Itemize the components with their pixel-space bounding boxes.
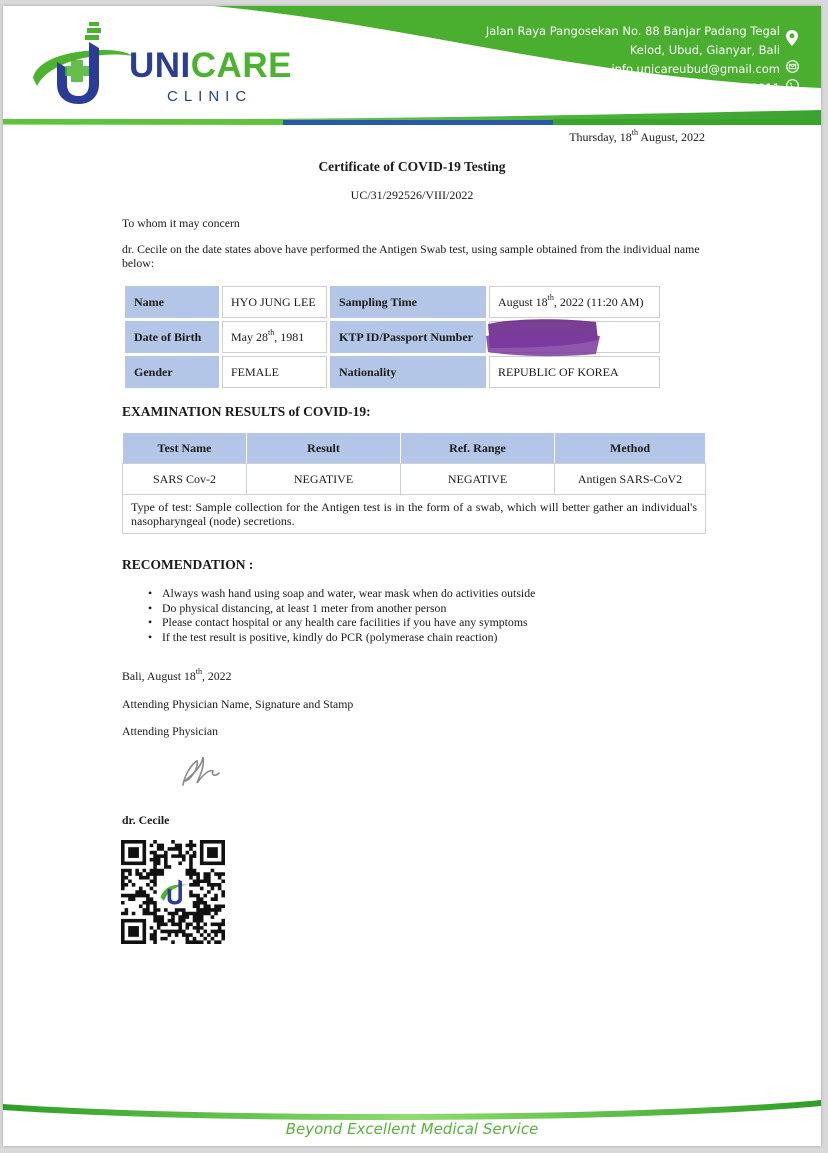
place-rest: , 2022 [201,669,232,683]
list-item: • If the test result is positive, kindly do PCR (polymerase chain reaction) [148,630,535,645]
sampling-rest: , 2022 (11:20 AM) [553,294,644,309]
recommendation-heading: RECOMENDATION : [122,557,254,572]
patient-gender: FEMALE [222,356,327,388]
place-sup: th [195,667,202,677]
signature-caption: Attending Physician Name, Signature and Stamp [122,697,354,711]
cell-ref-range: NEGATIVE [401,464,555,495]
attending-physician-label: Attending Physician [122,724,219,738]
clinic-name-uni: UNI [129,46,191,85]
certificate-title: Certificate of COVID-19 Testing [318,159,506,174]
intro-paragraph: dr. Cecile on the date states above have performed the Antigen Swab test, using sample obtained from the individual name below: [122,242,700,270]
footer-tagline: Beyond Excellent Medical Service [285,1120,539,1138]
certificate-page [3,6,821,1146]
verification-qr-code[interactable] [121,840,225,944]
salutation: To whom it may concern [122,216,240,230]
list-item: • Please contact hospital or any health care facilities if you have any symptoms [148,615,535,630]
sampling-time-label: Sampling Time [330,286,486,318]
table-row [125,321,660,353]
nationality-label: Nationality [330,356,486,388]
unicare-logo-icon [27,20,137,110]
address-line-1: Jalan Raya Pangosekan No. 88 Banjar Padang Tegal [485,24,780,38]
results-heading: EXAMINATION RESULTS of COVID-19: [122,404,371,419]
clinic-name [129,48,292,83]
reference-number: UC/31/292526/VIII/2022 [350,188,474,202]
date-day: Thursday, 18 [569,130,632,144]
dob-rest: , 1981 [274,329,305,344]
list-item: • Do physical distancing, at least 1 meter from another person [148,601,535,616]
signing-place-date [122,669,231,683]
clinic-phone[interactable]: +62 822-9829-8911 [663,81,780,95]
patient-nationality: REPUBLIC OF KOREA [489,356,660,388]
sampling-sup: th [547,292,554,302]
date-sup: th [631,128,638,137]
clinic-name-care: CARE [190,46,292,85]
results-table [122,432,706,534]
recommendation-list [148,586,535,644]
dob-sup: th [268,327,275,337]
phone-row [486,79,799,98]
whatsapp-icon [785,79,799,98]
patient-table [122,283,663,391]
redaction-marker [484,314,602,360]
patient-id-redacted [489,321,660,353]
clinic-email[interactable]: info.unicareubud@gmail.com [611,62,780,76]
clinic-subtitle: CLINIC [167,88,253,105]
sampling-date: August 18 [498,294,548,309]
cell-test-name: SARS Cov-2 [123,464,247,495]
physician-name: dr. Cecile [122,813,170,827]
col-ref-range: Ref. Range [401,433,555,464]
email-icon [785,60,799,79]
place-date: Bali, August 18 [122,669,196,683]
cell-result: NEGATIVE [247,464,401,495]
table-row [125,356,660,388]
table-row [123,495,706,534]
id-label: KTP ID/Passport Number [330,321,486,353]
table-header-row [123,433,706,464]
gender-label: Gender [125,356,219,388]
patient-name: HYO JUNG LEE [222,286,327,318]
list-item: • Always wash hand using soap and water, wear mask when do activities outside [148,586,535,601]
physician-signature [175,751,225,791]
email-row [486,60,799,79]
col-test-name: Test Name [123,433,247,464]
date-rest: August, 2022 [637,130,705,144]
table-row [123,464,706,495]
dob-label: Date of Birth [125,321,219,353]
name-label: Name [125,286,219,318]
patient-dob [222,321,327,353]
cell-method: Antigen SARS-CoV2 [555,464,706,495]
clinic-contact [486,22,799,98]
address-row [486,22,799,60]
location-pin-icon [785,30,799,52]
col-result: Result [247,433,401,464]
test-type-note: Type of test: Sample collection for the Antigen test is in the form of a swab, which will better gather an individual's nasopharyngeal (node) secretions. [123,495,706,534]
dob-date: May 28 [231,329,268,344]
document-date [569,130,705,145]
col-method: Method [555,433,706,464]
address-line-2: Kelod, Ubud, Gianyar, Bali [629,43,780,57]
